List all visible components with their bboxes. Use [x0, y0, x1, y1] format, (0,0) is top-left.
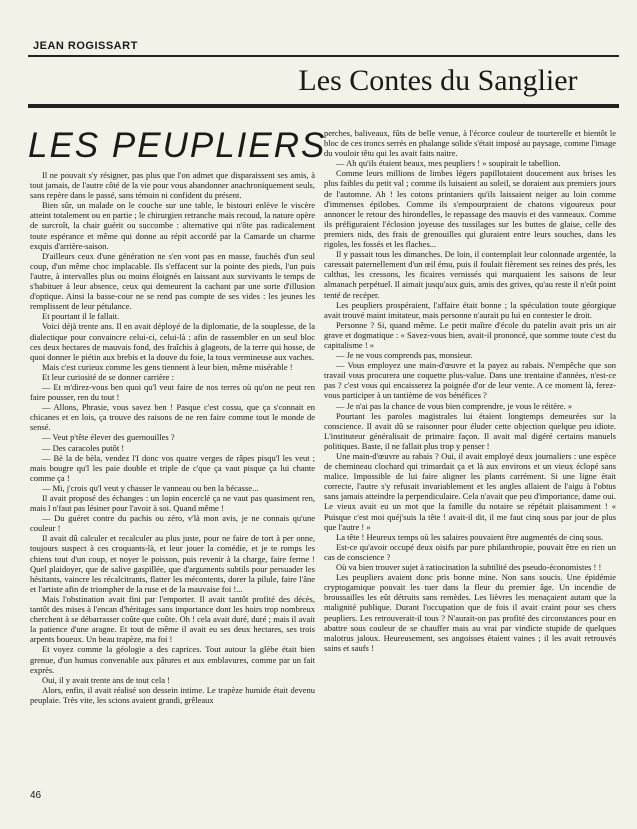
- paragraph: Une main-d'œuvre au rabais ? Oui, il avait employé deux journaliers : une espèce de chemineau clochard qui trimardait ça et là aux environs et un vieux éclopé sans malice. Impossible de lui faire aligner les plants carrément. Si une ligne était correcte, l'autre s'y refusait invariablement et les angles allaient de l'aigu à l'obtus sans jamais atteindre la perpendiculaire. Cela n'avait que peu d'importance, dame oui. Le vieux avait eu un mot que la famille du notaire se répétait plaisamment ! « Puisque c'est moi quéj'suis la tête ! avait-il dit, il me faut cinq sous par jour de plus que l'autre ! »: [324, 451, 616, 532]
- header-top-rule: [28, 55, 619, 57]
- paragraph: Est-ce qu'avoir occupé deux oisifs par pure philanthropie, pouvait être en rien un cas de conscience ?: [324, 541, 616, 562]
- paragraph: Et voyez comme la géologie a des caprices. Tout autour la glèbe était bien grenue, d'un humus convenable aux pâtures et aux emblavures, comme par un fait exprès.: [30, 644, 315, 675]
- paragraph: — Je ne vous comprends pas, monsieur.: [336, 350, 473, 361]
- paragraph: Bien sûr, un malade on le couche sur une table, le bistouri enlève le viscère atteint totalement ou en partie ; le chirurgien retranche mais recoud, la nature opère de surcroît, la chair guérit ou succombe : alternative qui n'ôte pas radicalement toute espérance et même qui donne au répit accordé par la Camarde un charme exquis d'arrière-saison.: [30, 200, 315, 251]
- paragraph: Il avait proposé des échanges : un lopin encerclé ça ne vaut pas quasiment ren, mais l n'faut pas lésiner pour l'avoir à soi. Quand même !: [30, 493, 315, 514]
- paragraph: Mais l'obstination avait fini par l'emporter. Il avait tantôt profité des décès, tantôt des mises à l'encan d'héritages sans importance dont les hoirs trop nombreux cherchent à se débarrasser coûte que coûte. Oh ! cela avait duré, duré ; mais il avait la patience d'une aragne. Et tout de même il avait eu ses deux hectares, ses trois arpents boueux. Un beau trapèze, ma foi !: [30, 593, 315, 645]
- article-title: LES PEUPLIERS: [28, 126, 327, 165]
- right-column: [324, 128, 616, 790]
- paragraph: Pourtant les paroles magistrales lui étaient longtemps demeurées sur la conscience. Il avait dû se raisonner pour éluder cette objection quelque peu idiote. L'instituteur généralisait de primaire façon. Il avait mal digéré certains manuels politiques. Baste, il ne fallait plus trop y penser !: [324, 410, 616, 451]
- paragraph: — Ah qu'ils étaient beaux, mes peupliers ! » soupirait le tabellion.: [336, 158, 561, 169]
- paragraph: Comme leurs millions de limbes légers papillotaient doucement aux brises les plus faibles du petit val ; comme ils luisaient au soleil, se doraient aux premiers jours de l'automne. Ah ! les cotons printaniers qu'ils laissaient neiger au loin comme d'immenses épilobes. Comme ils s'empourpraient de chatons vigoureux pour annoncer le retour des hirondelles, le repassage des mauvis et des vanneaux. Comme ils préfiguraient l'éclosion joyeuse des tussilages sur les buttes de glaise, celle des premiers nids, des frais de grenouilles qui gluraient entre leurs souches, dans les rigoles, les fossés et les flaches...: [324, 168, 616, 250]
- paragraph: — Bè la de bèla, vendez l'I donc vos quatre verges de râpes pisqu'l les veut ; mais bougre qu'l les paie double et triple de c'que ça vaut pisque ça lui chante comme ça !: [30, 452, 315, 483]
- page-number: 46: [30, 790, 42, 801]
- author-name: JEAN ROGISSART: [33, 40, 138, 52]
- paragraph: D'ailleurs ceux d'une génération ne s'en vont pas en masse, fauchés d'un seul coup, d'un même choc implacable. Ils s'effacent sur la pointe des pieds, l'un puis l'autre, à intervalles plus ou moins éloignés en laissant aux survivants le temps de s'habituer à leur absence, ceux qui demeurent la cachant par une sorte d'illusion d'optique. Ainsi la basse-cour ne se rend pas compte de ses vides : les jeunes les remplissent de leur pétulance.: [30, 250, 315, 312]
- paragraph: Et pourtant il le fallait.: [42, 311, 120, 322]
- paragraph: — Des caracoles putôt !: [42, 442, 125, 453]
- paragraph: Alors, enfin, il avait réalisé son dessein intime. Le trapèze humide était devenu peuplaie. Très vite, les scions avaient grandi, grêleaux: [30, 684, 315, 705]
- paragraph: Mais c'est curieux comme les gens tiennent à leur bien, même misérable !: [42, 361, 293, 372]
- series-title: Les Contes du Sanglier: [298, 64, 578, 97]
- paragraph: La tête ! Heureux temps où les salaires pouvaient être augmentés de cinq sous.: [336, 531, 604, 542]
- paragraph: Il avait dû calculer et recalculer au plus juste, pour ne faire de tort à per onne, toujours suspect à ces croquants-là, et leur jouer la comédie, et je te romps les chiens tout d'un coup, et noyer le poisson, puis revenir à la charge, faire ferme ! Quel plaidoyer, que de salive gaspillée, que d'arguments subtils pour persuader les hésitants, vaincre les récalcitrants, flatter les mécontents, dorer la pilule, faire l'âne et l'artiste afin de triompher de la ruse et de la mauvaise foi !...: [30, 533, 315, 594]
- paragraph: Il ne pouvait s'y résigner, pas plus que l'on admet que disparaissent ses amis, à tout jamais, de l'autre côté de la vie pour vous abandonner anachroniquement seuls, sans repère dans le passé, sans témoin ni confident du présent.: [30, 170, 315, 201]
- paragraph: Il y passait tous les dimanches. De loin, il contemplait leur colonnade argentée, la caressait paternellement d'un œil ému, puis il foulait fièrement ses reines des prés, les calthas, les cressons, les ficaires vernissés qui marquaient les saisons de leur almanach perpétuel. Il aimait jusqu'aux guis, amis des grives, qu'au reste il n'eût point tenté de recéper.: [324, 249, 616, 300]
- paragraph: Les peupliers prospéraient, l'affaire était bonne ; la spéculation toute géorgique avait trouvé maint imitateur, mais personne n'aurait pu lui en contester le droit.: [324, 299, 616, 320]
- paragraph: perches, baliveaux, fûts de belle venue, à l'écorce couleur de tourterelle et bientôt le bloc de ces troncs serrés en phalange solide s'était imposé au paysage, comme l'image du vouloir têtu qui les avait faits naitre.: [324, 128, 616, 159]
- paragraph: Personne ? Si, quand même. Le petit maître d'école du patelin avait pris un air grave et dogmatique : « Savez-vous bien, avait-il prononcé, que somme toute c'est du capitalisme ! »: [324, 319, 616, 350]
- paragraph: Oui, il y avait trente ans de tout cela !: [42, 674, 170, 685]
- paragraph: — Et m'direz-vous ben quoi qu'l veut faire de nos terres où qu'on ne peut ren faire pousser, ren du tout !: [30, 381, 315, 403]
- paragraph: — Mi, j'crois qu'l veut y chasser le vanneau ou ben la bécasse...: [42, 482, 259, 493]
- paragraph: Et leur curiosité de se donner carrière :: [42, 371, 174, 382]
- left-column: [30, 170, 315, 785]
- paragraph: — Vous employez une main-d'œuvre et la payez au rabais. N'empêche que son travail vous procurera une coquette plus-value. Dans une trentaine d'années, n'est-ce pas ? c'est vous qui encaisserez la poignée d'or de leur vente. A ce moment là, ferez-vous participer à un tantième de vos bénéfices ?: [324, 360, 616, 401]
- paragraph: Où va bien trouver sujet à ratiocination la subtilité des pseudo-économistes ! !: [336, 562, 602, 573]
- paragraph: — Du guéret contre du pachis ou zéro, v'là mon avis, je ne connais qu'une couleur !: [30, 513, 315, 534]
- paragraph: — Je n'ai pas la chance de vous bien comprendre, je vous le réitère. »: [336, 400, 573, 411]
- paragraph: Les peupliers avaient donc pris bonne mine. Non sans soucis. Une épidémie cryptogamique pouvait les tuer dans la fleur du premier âge. Un incendie de broussailles les eût détruits sans remèdes. Les lièvres les menaçaient autant que la malignité publique. Durant l'occupation que de fois il avait craint pour ses chers peupliers. Les retrouverait-il tous ? N'aurait-on pas profité des circonstances pour en abattre sous couleur de se chauffer mais au vrai par vindicte stupide de quelques malotrus jaloux. Heureusement, ses angoisses étaient vaines ; il les avait retrouvés sains et saufs !: [324, 572, 616, 653]
- paragraph: — Allons, Phrasie, vous savez ben ! Pasque c'est cossu, que ça s'connait en chicanes et en lois, ça trouve des raisons de ne ren faire comme tout le monde de sensé.: [30, 402, 315, 433]
- header-bottom-rule: [28, 104, 619, 108]
- paragraph: Voici déjà trente ans. Il en avait déployé de la diplomatie, de la souplesse, de la dialectique pour convaincre celui-ci, celui-là : afin de rassembler en un seul bloc ces deux hectares de mauvais fond, des fraîchis à glageots, de la terre qui hosse, de quoi donner le piétin aux brebis et la douve du foie, la toux vermineuse aux vaches.: [30, 321, 315, 362]
- paragraph: — Veut p'tête élever des guernouilles ?: [42, 432, 175, 443]
